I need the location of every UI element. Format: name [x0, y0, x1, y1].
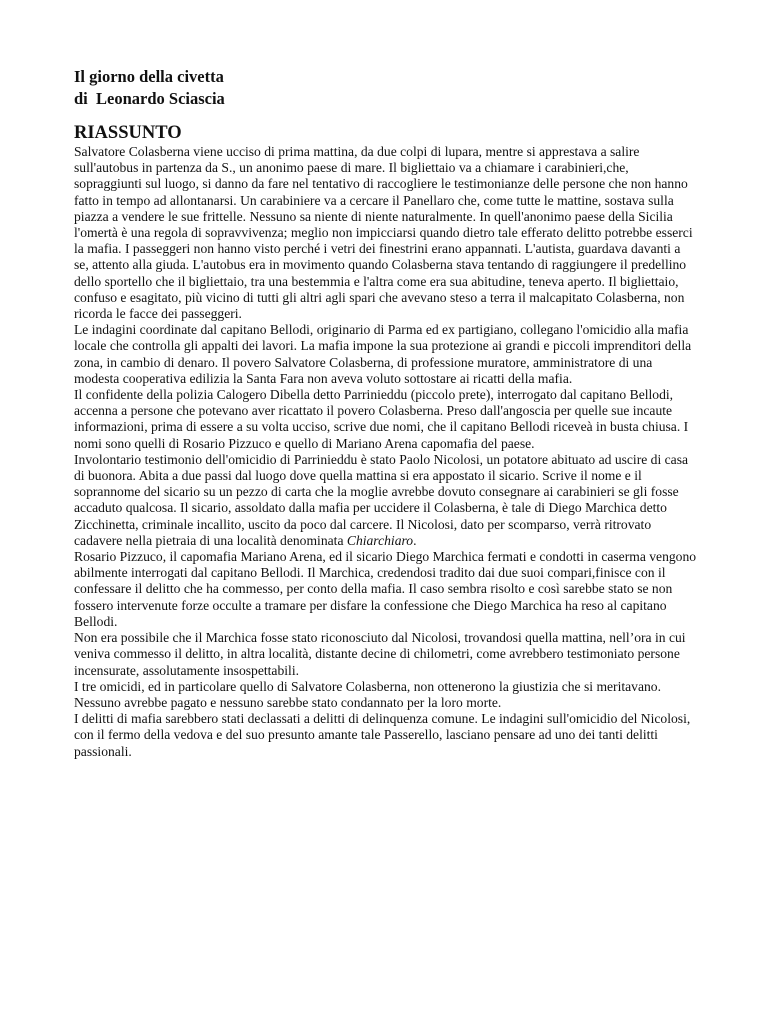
- paragraph: I tre omicidi, ed in particolare quello di Salvatore Colasberna, non ottenerono la giustizia che si meritavano. Nessuno avrebbe pagato e nessuno sarebbe stato condannato per la loro morte.: [74, 678, 661, 710]
- author-line: di Leonardo Sciascia: [74, 89, 225, 108]
- document-page: [74, 66, 698, 760]
- paragraph: Non era possibile che il Marchica fosse stato riconosciuto dal Nicolosi, trovandosi quella mattina, nell’ora in cui veniva commesso il delitto, in altra località, distante decine di chilometri, come avrebbero testimoniato persone incensurate, assolutamente insospettabili.: [74, 630, 686, 678]
- paragraph-text: Involontario testimonio dell'omicidio di Parrinieddu è stato Paolo Nicolosi, un potatore abituato ad uscire di casa di buonora. Abita a due passi dal luogo dove quella mattina si era appostato il sicario. Scrive il nome e il soprannome del sicario su un pezzo di carta che la moglie avrebbe dovuto consegnare ai carabinieri se gli fosse accaduto qualcosa. Il sicario, assoldato dalla mafia per uccidere il Colasberna, è tale di Diego Marchica detto Zicchinetta, criminale incallito, uscito da poco dal carcere. Il Nicolosi, dato per scomparso, verrà ritrovato cadavere nella pietraia di una località denominata: [74, 451, 689, 548]
- paragraph: Rosario Pizzuco, il capomafia Mariano Arena, ed il sicario Diego Marchica fermati e condotti in caserma vengono abilmente interrogati dal capitano Bellodi. Il Marchica, credendosi tradito dai due suoi compari,finisce con il confessare il delitto che ha commesso, per conto della mafia. Il caso sembra risolto e così sarebbe stato se non fossero intervenute forze occulte a tramare per disfare la confessione che Diego Marchica ha reso al capitano Bellodi.: [74, 549, 697, 629]
- place-name-italic: Chiarchiaro: [346, 532, 414, 548]
- paragraph: Le indagini coordinate dal capitano Bellodi, originario di Parma ed ex partigiano, collegano l'omicidio alla mafia locale che controlla gli appalti dei lavori. La mafia impone la sua protezione ai grandi e piccoli imprenditori della zona, in cambio di denaro. Il povero Salvatore Colasberna, di professione muratore, amministratore di una modesta cooperativa edilizia la Santa Fara non aveva voluto sottostare ai ricatti della mafia.: [74, 322, 692, 386]
- section-heading: RIASSUNTO: [74, 123, 182, 143]
- summary-body: [74, 144, 698, 760]
- paragraph: Salvatore Colasberna viene ucciso di prima mattina, da due colpi di lupara, mentre si apprestava a salire sull'autobus in partenza da S., un anonimo paese di mare. Il bigliettaio va a chiamare i carabinieri,che, sopraggiunti sul luogo, si danno da fare nel tentativo di raccogliere le testimonianze delle persone che non hanno fatto in tempo ad allontanarsi. Un carabiniere va a cercare il Panellaro che, come tutte le mattine, sostava sulla piazza a vendere le sue frittelle. Nessuno sa niente di niente naturalmente. In quell'anonimo paese della Sicilia l'omertà è una regola di sopravvivenza; meglio non impicciarsi quando dietro tale efferato delitto potrebbe esserci la mafia. I passeggeri non hanno visto perché i vetri dei finestrini erano appannati. L'autista, guardava davanti a se, attento alla giuda. L'autobus era in movimento quando Colasberna stava tentando di raggiungere il predellino dello sportello che il bigliettaio, tra una bestemmia e l'altra come era sua abitudine, teneva aperto. Il bigliettaio, confuso e esagitato, più vicino di tutti gli altri agli spari che avevano steso a terra il malcapitato Colasberna, non ricorda le facce dei passeggeri.: [74, 144, 693, 322]
- title-line: Il giorno della civetta: [74, 67, 224, 86]
- paragraph: [74, 452, 698, 549]
- paragraph: I delitti di mafia sarebbero stati declassati a delitti di delinquenza comune. Le indagini sull'omicidio del Nicolosi, con il fermo della vedova e del suo presunto amante tale Passerello, lasciano pensare ad uno dei tanti delitti passionali.: [74, 711, 691, 759]
- document-title: [74, 66, 698, 110]
- period: .: [413, 532, 417, 548]
- paragraph: Il confidente della polizia Calogero Dibella detto Parrinieddu (piccolo prete), interrogato dal capitano Bellodi, accenna a persone che potevano aver ricattato il povero Colasberna. Preso dall'angoscia per quelle sue incaute informazioni, prima di essere a su volta ucciso, scrive due nomi, che il capitano Bellodi riceveà in busta chiusa. I nomi sono quelli di Rosario Pizzuco e quello di Mariano Arena capomafia del paese.: [74, 387, 689, 451]
